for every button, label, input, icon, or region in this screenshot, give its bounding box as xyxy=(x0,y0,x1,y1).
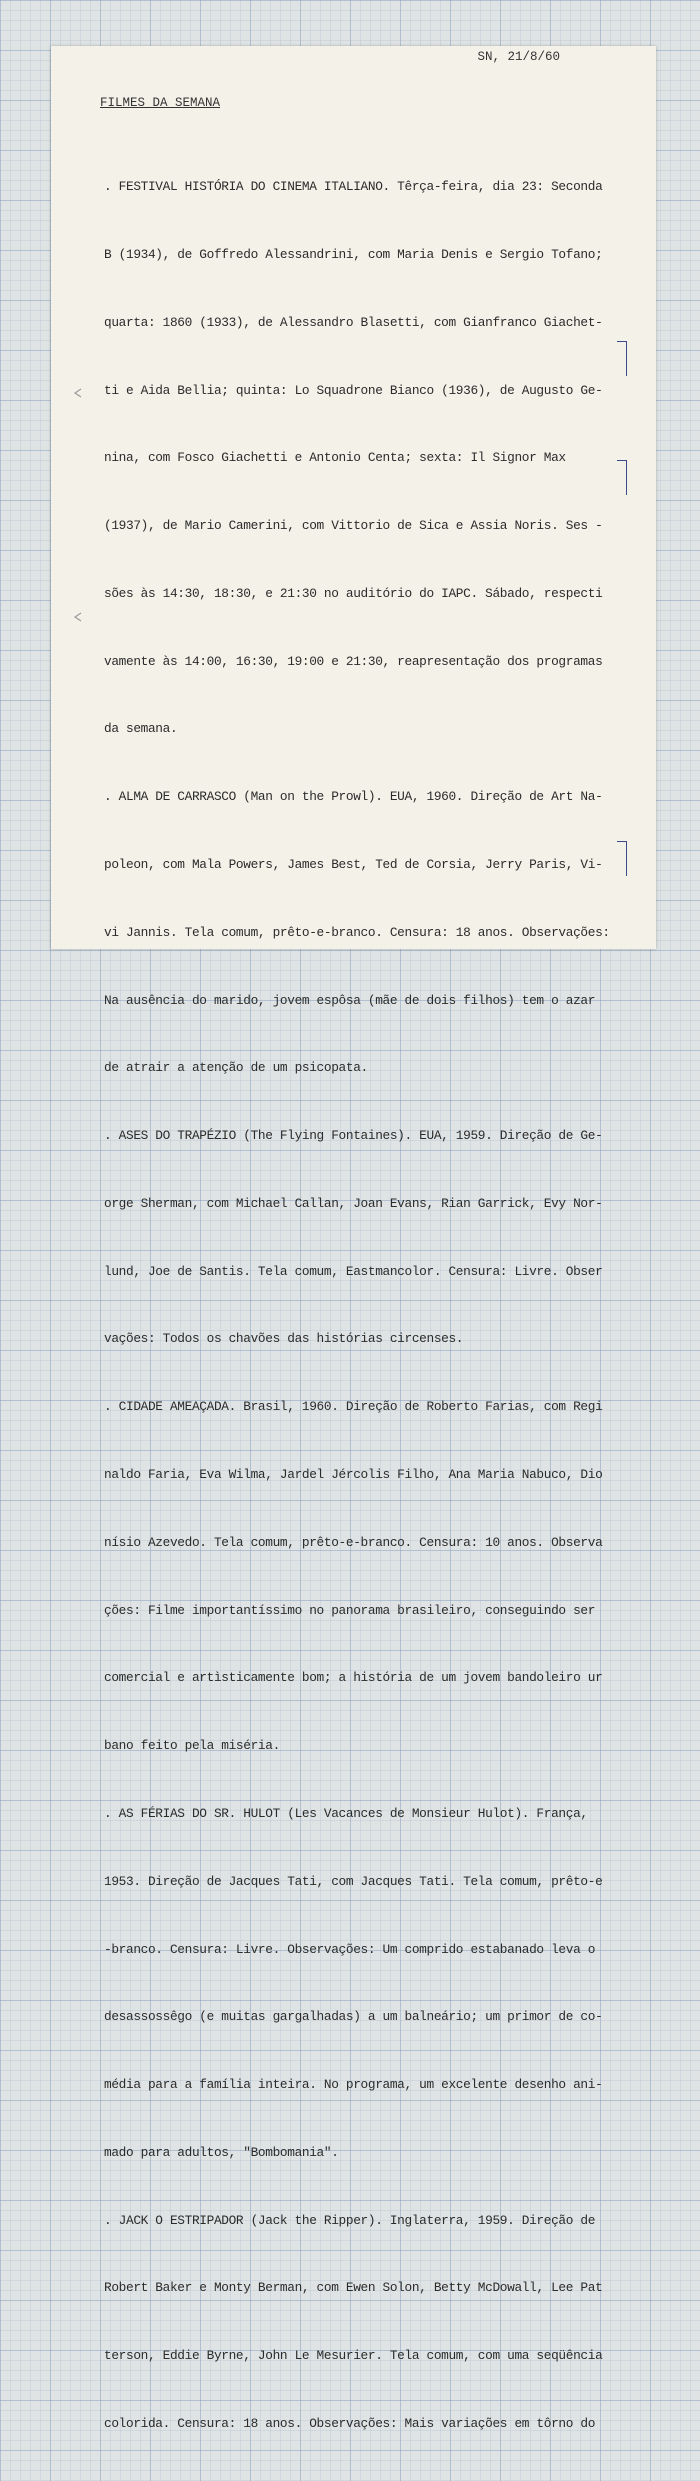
text-line: nísio Azevedo. Tela comum, prêto-e-branco. Censura: 10 anos. Observa xyxy=(104,1534,603,1550)
margin-bracket-mark xyxy=(617,460,627,495)
text-line: desassossêgo (e muitas gargalhadas) a um balneário; um primor de co- xyxy=(104,2009,603,2025)
text-line: de atrair a atenção de um psicopata. xyxy=(104,1060,368,1076)
text-line: . AS FÉRIAS DO SR. HULOT (Les Vacances de Monsieur Hulot). França, xyxy=(104,1805,588,1821)
punch-hole-mark xyxy=(73,612,83,622)
text-line: (1937), de Mario Camerini, com Vittorio de Sica e Assia Noris. Ses - xyxy=(104,518,603,534)
page-title: FILMES DA SEMANA xyxy=(100,96,221,110)
text-line: vamente às 14:00, 16:30, 19:00 e 21:30, reapresentação dos programas xyxy=(104,653,603,669)
text-line: nina, com Fosco Giachetti e Antonio Centa; sexta: Il Signor Max xyxy=(104,450,566,466)
text-line: mado para adultos, "Bombomania". xyxy=(104,2144,339,2160)
text-line: . JACK O ESTRIPADOR (Jack the Ripper). Inglaterra, 1959. Direção de xyxy=(104,2212,596,2228)
text-line: média para a família inteira. No programa, um excelente desenho ani- xyxy=(104,2077,603,2093)
text-line: . ALMA DE CARRASCO (Man on the Prowl). EUA, 1960. Direção de Art Na- xyxy=(104,789,603,805)
text-line: terson, Eddie Byrne, John Le Mesurier. Tela comum, com uma seqüência xyxy=(104,2348,603,2364)
text-line: Robert Baker e Monty Berman, com Ewen Solon, Betty McDowall, Lee Pat xyxy=(104,2280,603,2296)
film-listing-text xyxy=(104,131,656,2481)
text-line: . ASES DO TRAPÉZIO (The Flying Fontaines). EUA, 1959. Direção de Ge- xyxy=(104,1128,603,1144)
text-line: bano feito pela miséria. xyxy=(104,1738,280,1754)
text-line: vações: Todos os chavões das histórias circenses. xyxy=(104,1331,464,1347)
text-line: sões às 14:30, 18:30, e 21:30 no auditório do IAPC. Sábado, respecti xyxy=(104,585,603,601)
text-line: comercial e artìsticamente bom; a história de um jovem bandoleiro ur xyxy=(104,1670,603,1686)
text-line: 1953. Direção de Jacques Tati, com Jacques Tati. Tela comum, prêto-e xyxy=(104,1873,603,1889)
text-line: naldo Faria, Eva Wilma, Jardel Jércolis Filho, Ana Maria Nabuco, Dio xyxy=(104,1467,603,1483)
typewritten-page xyxy=(51,46,656,2431)
text-line: ti e Aida Bellia; quinta: Lo Squadrone Bianco (1936), de Augusto Ge- xyxy=(104,382,603,398)
margin-bracket-mark xyxy=(617,341,627,376)
text-line: . CIDADE AMEAÇADA. Brasil, 1960. Direção de Roberto Farias, com Regi xyxy=(104,1399,603,1415)
text-line: vi Jannis. Tela comum, prêto-e-branco. Censura: 18 anos. Observações: xyxy=(104,924,610,940)
text-line: B (1934), de Goffredo Alessandrini, com Maria Denis e Sergio Tofano; xyxy=(104,246,603,262)
text-line: . FESTIVAL HISTÓRIA DO CINEMA ITALIANO. Têrça-feira, dia 23: Seconda xyxy=(104,179,603,195)
text-line: -branco. Censura: Livre. Observações: Um comprido estabanado leva o xyxy=(104,1941,596,1957)
text-line: colorida. Censura: 18 anos. Observações: Mais variações em tôrno do xyxy=(104,2415,596,2431)
text-line: lund, Joe de Santis. Tela comum, Eastmancolor. Censura: Livre. Obser xyxy=(104,1263,603,1279)
margin-bracket-mark xyxy=(617,841,627,876)
text-line: Na ausência do marido, jovem espôsa (mãe de dois filhos) tem o azar xyxy=(104,992,596,1008)
date-stamp: SN, 21/8/60 xyxy=(477,50,560,64)
text-line: ções: Filme importantíssimo no panorama brasileiro, conseguindo ser xyxy=(104,1602,596,1618)
text-line: da semana. xyxy=(104,721,178,737)
text-line: poleon, com Mala Powers, James Best, Ted de Corsia, Jerry Paris, Vi- xyxy=(104,857,603,872)
text-line: orge Sherman, com Michael Callan, Joan Evans, Rian Garrick, Evy Nor- xyxy=(104,1195,603,1211)
text-line: quarta: 1860 (1933), de Alessandro Blasetti, com Gianfranco Giachet- xyxy=(104,314,603,330)
punch-hole-mark xyxy=(73,388,83,398)
